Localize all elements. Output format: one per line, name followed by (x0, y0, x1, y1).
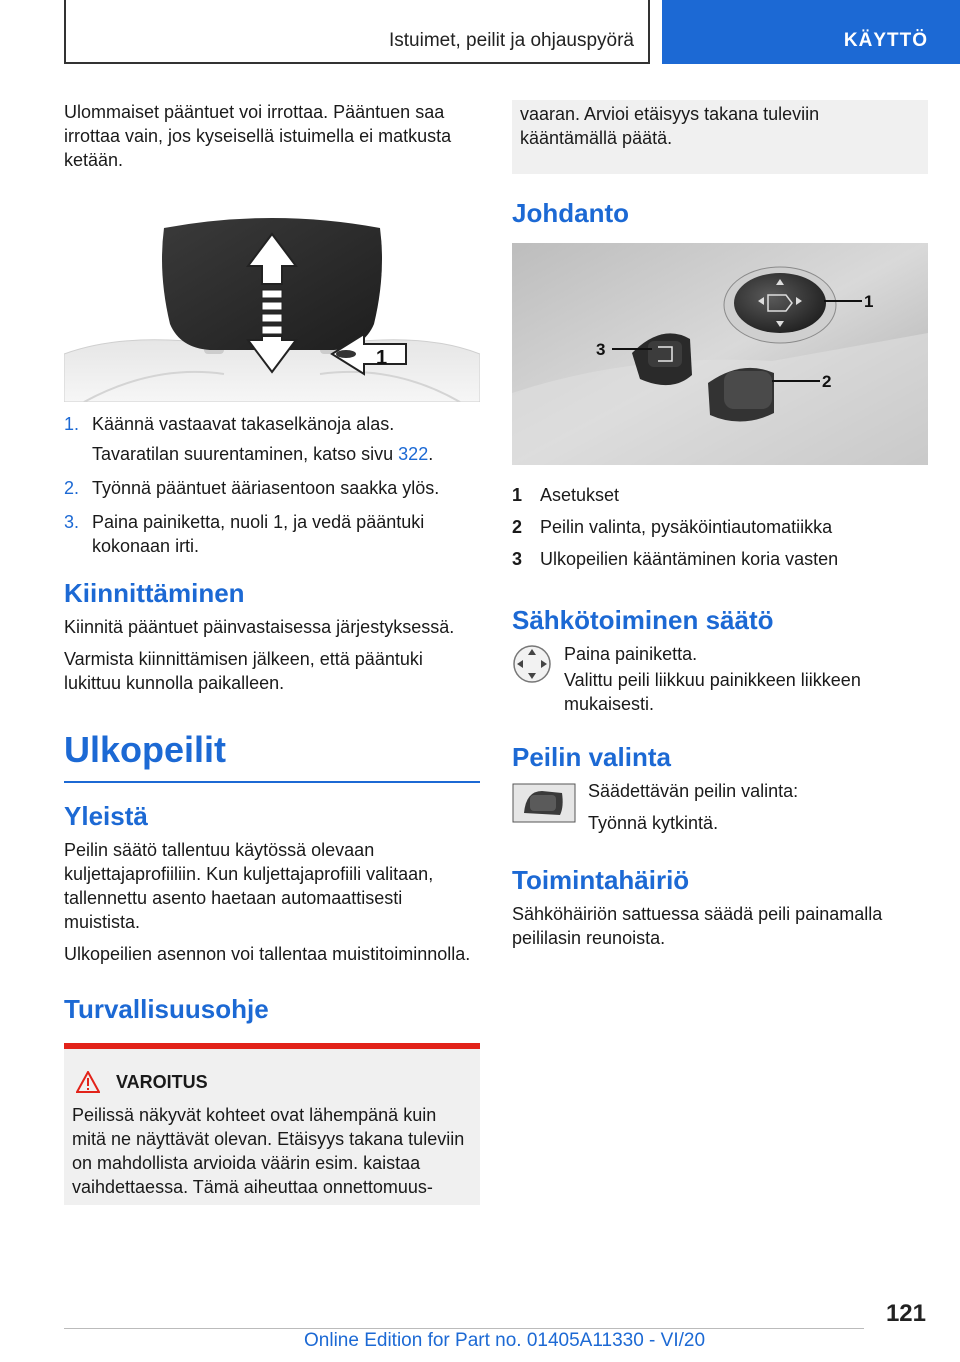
callout-3: 3 (596, 340, 606, 359)
mirror-controls-illustration (512, 243, 928, 465)
warning-triangle-icon (76, 1071, 100, 1093)
heading-turvallisuusohje: Turvallisuusohje (64, 994, 269, 1024)
chapter-tab[interactable] (662, 0, 960, 64)
kiinnittaminen-p2: Varmista kiinnittämisen jälkeen, että pääntuki lukittuu kunnolla paikalleen. (64, 649, 423, 693)
hairio-p1: Sähköhäiriön sattuessa säädä peili painamalla peililasin reunoista. (512, 904, 883, 948)
intro-paragraph: Ulommaiset pääntuet voi irrottaa. Pääntuen saa irrottaa vain, jos kyseisellä istuimella ei matkusta ketään. (64, 102, 452, 170)
sahko-p1: Paina painiketta. (564, 644, 698, 664)
legend-row: 3 Ulkopeilien kääntäminen koria vasten (512, 549, 839, 569)
step-2: 2. Työnnä pääntuet ääriasentoon saakka ylös. (64, 478, 440, 498)
direction-pad-icon (512, 644, 552, 684)
valinta-p1: Säädettävän peilin valinta: (588, 781, 799, 801)
warning-text: Peilissä näkyvät kohteet ovat lähempänä kuin mitä ne näyttävät olevan. Etäisyys takana tuleviin on mahdollista arvioida väärin esim. kaistaa vaihdettaessa. Tämä aiheuttaa onnettomuus- (72, 1105, 465, 1197)
section-title: Istuimet, peilit ja ohjauspyörä (388, 30, 634, 51)
removal-steps-cont (64, 476, 480, 558)
legend-row: 2 Peilin valinta, pysäköintiautomatiikka (512, 517, 833, 537)
sahko-p2: Valittu peili liikkuu painikkeen liikkeen mukaisesti. (564, 670, 861, 714)
footer-edition: Online Edition for Part no. 01405A11330 - VI/20 (304, 1330, 706, 1351)
headrest-illustration (64, 204, 480, 402)
mirror-selector-switch-icon (512, 783, 576, 823)
yleista-p1: Peilin säätö tallentuu käytössä olevaan kuljettajaprofiiliin. Kun kuljettajaprofiili valitaan, tallennettu asento haetaan automaattisesti muistista. (64, 840, 434, 932)
chapter-tab-label: KÄYTTÖ (843, 30, 928, 51)
warning-label: VAROITUS (116, 1071, 208, 1092)
callout-2: 2 (822, 372, 832, 391)
sahko-p2-wrap (512, 668, 928, 716)
page-number: 121 (885, 1300, 926, 1327)
valinta-p2: Työnnä kytkintä. (588, 813, 719, 833)
heading-toimintahairio: Toimintahäiriö (512, 865, 690, 895)
right-column (512, 100, 928, 958)
heading-ulkopeilit: Ulkopeilit (64, 729, 480, 783)
yleista-p2: Ulkopeilien asennon voi tallentaa muistitoiminnolla. (64, 944, 471, 964)
warning-text-cont: vaaran. Arvioi etäisyys takana tuleviin kääntämällä päätä. (520, 104, 820, 148)
callout-1: 1 (864, 292, 874, 311)
removal-steps (64, 412, 480, 436)
warning-box (64, 1043, 480, 1205)
page-322-link[interactable]: 322 (398, 444, 429, 464)
header-section-box (64, 0, 650, 64)
heading-kiinnittaminen: Kiinnittäminen (64, 578, 245, 608)
left-column (64, 100, 480, 1205)
heading-yleista: Yleistä (64, 801, 148, 831)
heading-sahkotoiminen: Sähkötoiminen säätö (512, 605, 774, 635)
warning-box-continued (512, 100, 928, 174)
warning-header (72, 1071, 472, 1093)
kiinnittaminen-p1: Kiinnitä pääntuet päinvastaisessa järjestyksessä. (64, 617, 455, 637)
step-1-note: Tavaratilan suurentaminen, katso sivu 322. (92, 444, 434, 464)
valinta-row (512, 779, 928, 835)
heading-johdanto: Johdanto (512, 198, 629, 228)
headrest-callout-1: 1 (376, 347, 388, 369)
legend-row: 1 Asetukset (512, 485, 620, 505)
heading-peilin-valinta: Peilin valinta (512, 742, 671, 772)
step-1: 1. Käännä vastaavat takaselkänoja alas. (64, 414, 395, 434)
step-3: 3. Paina painiketta, nuoli 1, ja vedä pääntuki kokonaan irti. (64, 512, 425, 556)
callout-legend (512, 479, 838, 575)
footer-divider (64, 1328, 864, 1329)
